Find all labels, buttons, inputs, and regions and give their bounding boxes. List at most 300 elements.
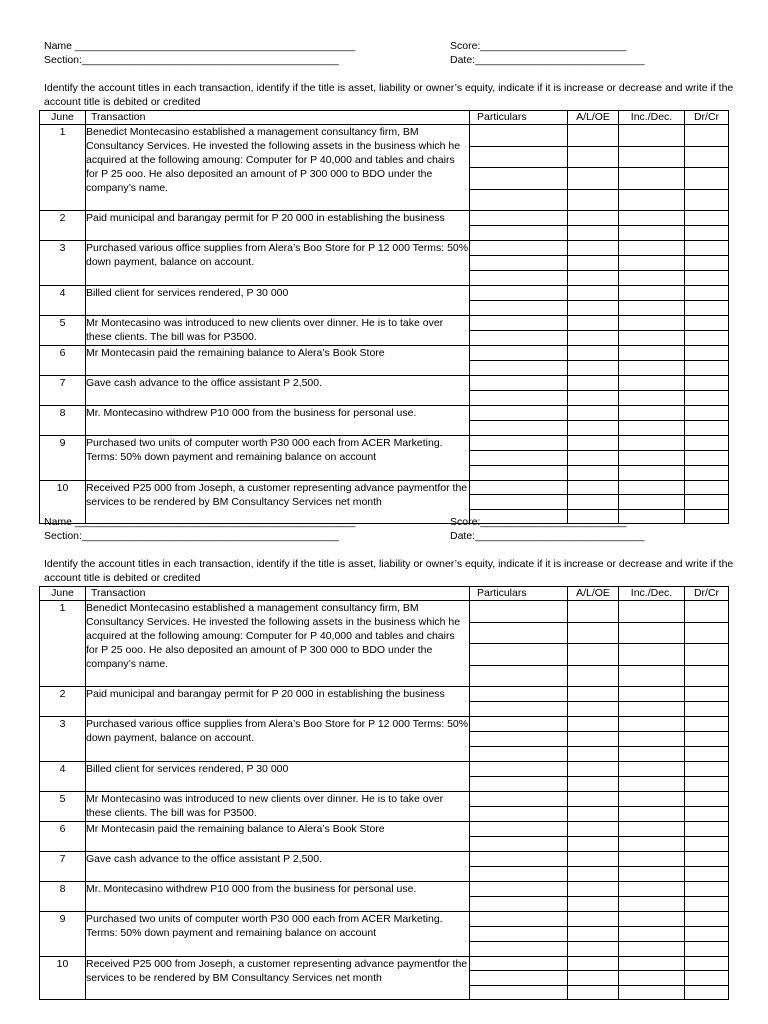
answer-cell-particulars	[470, 286, 568, 316]
answer-cell-drcr	[685, 346, 729, 376]
answer-blank[interactable]	[619, 927, 684, 942]
answer-blank[interactable]	[685, 702, 728, 716]
row-transaction-text: Mr. Montecasino withdrew P10 000 from the business for personal use.	[86, 882, 470, 912]
date-field[interactable]: Date:_____________________________	[450, 530, 645, 542]
answer-cell-incdec	[619, 957, 685, 1000]
answer-blank[interactable]	[685, 241, 728, 256]
row-day: 6	[40, 346, 86, 376]
answer-blank[interactable]	[470, 986, 567, 999]
answer-blank[interactable]	[568, 286, 618, 301]
answer-blank[interactable]	[568, 666, 618, 687]
answer-blank[interactable]	[619, 852, 684, 867]
col-header-transaction: Transaction	[86, 111, 470, 125]
answer-blank[interactable]	[685, 391, 728, 405]
answer-blank[interactable]	[470, 331, 567, 345]
answer-blank[interactable]	[619, 331, 684, 345]
answer-blank[interactable]	[568, 912, 618, 927]
answer-blank[interactable]	[568, 451, 618, 466]
answer-cell-particulars	[470, 125, 568, 211]
answer-blank[interactable]	[685, 125, 728, 147]
answer-blank[interactable]	[568, 942, 618, 956]
answer-blank[interactable]	[470, 286, 567, 301]
answer-blank[interactable]	[619, 882, 684, 897]
answer-blank[interactable]	[470, 666, 567, 687]
answer-blank[interactable]	[470, 301, 567, 315]
answer-cell-drcr	[685, 125, 729, 211]
answer-blank[interactable]	[619, 971, 684, 985]
answer-blank[interactable]	[470, 762, 567, 777]
answer-blank[interactable]	[685, 717, 728, 732]
answer-blank[interactable]	[568, 331, 618, 345]
answer-blank[interactable]	[619, 256, 684, 271]
answer-blank[interactable]	[568, 717, 618, 732]
row-transaction-text: Billed client for services rendered, P 30 000	[86, 286, 470, 316]
answer-blank[interactable]	[619, 717, 684, 732]
answer-blank[interactable]	[619, 241, 684, 256]
answer-blank[interactable]	[470, 601, 567, 623]
answer-blank[interactable]	[619, 168, 684, 190]
answer-blank[interactable]	[568, 957, 618, 971]
answer-cell-alo	[568, 241, 619, 286]
answer-blank[interactable]	[568, 190, 618, 211]
answer-blank[interactable]	[685, 837, 728, 851]
answer-blank[interactable]	[685, 316, 728, 331]
answer-blank[interactable]	[685, 601, 728, 623]
answer-blank[interactable]	[685, 666, 728, 687]
answer-blank[interactable]	[619, 777, 684, 791]
answer-blank[interactable]	[568, 226, 618, 240]
answer-blank[interactable]	[470, 436, 567, 451]
answer-cell-alo	[568, 762, 619, 792]
answer-blank[interactable]	[619, 644, 684, 666]
answer-blank[interactable]	[568, 168, 618, 190]
answer-blank[interactable]	[685, 623, 728, 645]
answer-blank[interactable]	[470, 912, 567, 927]
table-row	[40, 852, 729, 882]
answer-blank[interactable]	[568, 837, 618, 851]
answer-cell-incdec	[619, 687, 685, 717]
answer-blank[interactable]	[619, 867, 684, 881]
answer-blank[interactable]	[685, 271, 728, 285]
answer-blank[interactable]	[470, 361, 567, 375]
answer-blank[interactable]	[685, 852, 728, 867]
table-row	[40, 912, 729, 957]
answer-blank[interactable]	[470, 391, 567, 405]
row-day: 8	[40, 406, 86, 436]
row-day: 1	[40, 125, 86, 211]
answer-blank[interactable]	[685, 986, 728, 999]
answer-blank[interactable]	[568, 211, 618, 226]
answer-blank[interactable]	[619, 271, 684, 285]
answer-blank[interactable]	[685, 510, 728, 523]
answer-cell-alo	[568, 316, 619, 346]
answer-blank[interactable]	[470, 451, 567, 466]
row-transaction-text: Purchased various office supplies from Alera’s Boo Store for P 12 000 Terms: 50% down payment, balance on account.	[86, 717, 470, 762]
row-day: 6	[40, 822, 86, 852]
answer-blank[interactable]	[568, 623, 618, 645]
answer-blank[interactable]	[470, 211, 567, 226]
answer-blank[interactable]	[470, 837, 567, 851]
answer-cell-alo	[568, 436, 619, 481]
answer-blank[interactable]	[470, 852, 567, 867]
row-transaction-text: Paid municipal and barangay permit for P 20 000 in establishing the business	[86, 687, 470, 717]
answer-cell-drcr	[685, 882, 729, 912]
table-row	[40, 286, 729, 316]
answer-blank[interactable]	[470, 942, 567, 956]
answer-blank[interactable]	[568, 391, 618, 405]
answer-blank[interactable]	[619, 316, 684, 331]
answer-blank[interactable]	[568, 807, 618, 821]
answer-blank[interactable]	[619, 687, 684, 702]
answer-blank[interactable]	[568, 361, 618, 375]
answer-blank[interactable]	[619, 346, 684, 361]
answer-cell-drcr	[685, 687, 729, 717]
answer-blank[interactable]	[568, 147, 618, 169]
answer-cell-incdec	[619, 406, 685, 436]
name-field[interactable]: Name ________________________________________________	[44, 40, 356, 52]
answer-blank[interactable]	[619, 211, 684, 226]
answer-blank[interactable]	[470, 702, 567, 716]
table-row	[40, 436, 729, 481]
answer-blank[interactable]	[619, 481, 684, 495]
answer-blank[interactable]	[685, 777, 728, 791]
table-row	[40, 792, 729, 822]
answer-blank[interactable]	[568, 376, 618, 391]
answer-blank[interactable]	[568, 747, 618, 761]
answer-blank[interactable]	[470, 421, 567, 435]
answer-blank[interactable]	[619, 451, 684, 466]
answer-blank[interactable]	[619, 421, 684, 435]
answer-blank[interactable]	[568, 436, 618, 451]
section-field[interactable]: Section:____________________________________________	[44, 530, 339, 542]
answer-blank[interactable]	[568, 316, 618, 331]
answer-blank[interactable]	[470, 792, 567, 807]
answer-blank[interactable]	[470, 747, 567, 761]
answer-blank[interactable]	[470, 316, 567, 331]
answer-blank[interactable]	[619, 301, 684, 315]
answer-cell-incdec	[619, 792, 685, 822]
answer-blank[interactable]	[470, 717, 567, 732]
answer-blank[interactable]	[470, 882, 567, 897]
answer-cell-drcr	[685, 376, 729, 406]
answer-blank[interactable]	[568, 271, 618, 285]
answer-blank[interactable]	[685, 211, 728, 226]
answer-blank[interactable]	[568, 421, 618, 435]
answer-blank[interactable]	[619, 807, 684, 821]
answer-blank[interactable]	[470, 623, 567, 645]
answer-blank[interactable]	[568, 897, 618, 911]
answer-blank[interactable]	[685, 190, 728, 211]
answer-blank[interactable]	[470, 957, 567, 971]
answer-blank[interactable]	[685, 301, 728, 315]
answer-cell-incdec	[619, 912, 685, 957]
answer-cell-particulars	[470, 957, 568, 1000]
row-transaction-text: Paid municipal and barangay permit for P 20 000 in establishing the business	[86, 211, 470, 241]
table-row	[40, 601, 729, 687]
table-row	[40, 241, 729, 286]
answer-blank[interactable]	[619, 436, 684, 451]
answer-blank[interactable]	[568, 852, 618, 867]
answer-blank[interactable]	[568, 495, 618, 509]
answer-blank[interactable]	[685, 495, 728, 509]
answer-cell-alo	[568, 346, 619, 376]
answer-blank[interactable]	[470, 732, 567, 747]
row-day: 4	[40, 286, 86, 316]
answer-blank[interactable]	[619, 391, 684, 405]
answer-blank[interactable]	[619, 986, 684, 999]
date-field[interactable]: Date:_____________________________	[450, 54, 645, 66]
answer-blank[interactable]	[568, 986, 618, 999]
answer-blank[interactable]	[619, 466, 684, 480]
answer-blank[interactable]	[568, 702, 618, 716]
row-transaction-text: Gave cash advance to the office assistant P 2,500.	[86, 852, 470, 882]
answer-cell-alo	[568, 376, 619, 406]
answer-blank[interactable]	[685, 168, 728, 190]
answer-blank[interactable]	[685, 762, 728, 777]
answer-blank[interactable]	[619, 190, 684, 211]
answer-blank[interactable]	[619, 601, 684, 623]
instructions: Identify the account titles in each transaction, identify if the title is asset, liability or owner’s equity, indicate if it is increase or decrease and write if the account title is debited or credited	[44, 558, 734, 584]
answer-blank[interactable]	[619, 376, 684, 391]
answer-blank[interactable]	[619, 942, 684, 956]
answer-blank[interactable]	[470, 256, 567, 271]
answer-blank[interactable]	[470, 644, 567, 666]
answer-blank[interactable]	[619, 837, 684, 851]
table-row	[40, 376, 729, 406]
answer-blank[interactable]	[568, 466, 618, 480]
name-field[interactable]: Name ________________________________________________	[44, 516, 356, 528]
row-day: 9	[40, 912, 86, 957]
row-day: 10	[40, 481, 86, 524]
answer-blank[interactable]	[470, 226, 567, 240]
answer-blank[interactable]	[685, 927, 728, 942]
answer-blank[interactable]	[470, 466, 567, 480]
answer-blank[interactable]	[619, 666, 684, 687]
answer-blank[interactable]	[685, 226, 728, 240]
answer-cell-drcr	[685, 481, 729, 524]
table-row	[40, 717, 729, 762]
answer-blank[interactable]	[470, 971, 567, 985]
table-row	[40, 687, 729, 717]
answer-blank[interactable]	[568, 867, 618, 881]
answer-cell-alo	[568, 792, 619, 822]
col-header-june: June	[40, 587, 86, 601]
answer-blank[interactable]	[470, 190, 567, 211]
row-day: 3	[40, 241, 86, 286]
answer-blank[interactable]	[685, 747, 728, 761]
table-row	[40, 882, 729, 912]
score-field[interactable]: Score:_________________________	[450, 516, 627, 528]
answer-blank[interactable]	[568, 601, 618, 623]
answer-blank[interactable]	[685, 687, 728, 702]
answer-cell-particulars	[470, 241, 568, 286]
row-day: 2	[40, 211, 86, 241]
answer-blank[interactable]	[470, 241, 567, 256]
answer-blank[interactable]	[470, 867, 567, 881]
answer-blank[interactable]	[470, 777, 567, 791]
answer-blank[interactable]	[568, 927, 618, 942]
answer-cell-particulars	[470, 601, 568, 687]
answer-blank[interactable]	[470, 406, 567, 421]
answer-blank[interactable]	[619, 623, 684, 645]
row-transaction-text: Purchased various office supplies from Alera’s Boo Store for P 12 000 Terms: 50% down payment, balance on account.	[86, 241, 470, 286]
answer-blank[interactable]	[568, 346, 618, 361]
answer-blank[interactable]	[568, 241, 618, 256]
answer-cell-drcr	[685, 762, 729, 792]
answer-blank[interactable]	[568, 301, 618, 315]
answer-cell-particulars	[470, 346, 568, 376]
answer-cell-incdec	[619, 316, 685, 346]
answer-blank[interactable]	[685, 466, 728, 480]
answer-blank[interactable]	[685, 882, 728, 897]
answer-blank[interactable]	[568, 762, 618, 777]
answer-blank[interactable]	[470, 376, 567, 391]
answer-blank[interactable]	[470, 927, 567, 942]
row-transaction-text: Purchased two units of computer worth P30 000 each from ACER Marketing. Terms: 50% down payment and remaining balance on account	[86, 912, 470, 957]
answer-blank[interactable]	[568, 256, 618, 271]
answer-blank[interactable]	[685, 331, 728, 345]
row-transaction-text: Gave cash advance to the office assistant P 2,500.	[86, 376, 470, 406]
col-header-alo: A/L/OE	[568, 111, 619, 125]
answer-blank[interactable]	[470, 897, 567, 911]
answer-blank[interactable]	[470, 495, 567, 509]
answer-blank[interactable]	[470, 147, 567, 169]
answer-cell-particulars	[470, 406, 568, 436]
answer-blank[interactable]	[685, 451, 728, 466]
answer-blank[interactable]	[685, 822, 728, 837]
answer-blank[interactable]	[619, 897, 684, 911]
answer-blank[interactable]	[685, 897, 728, 911]
answer-blank[interactable]	[619, 702, 684, 716]
answer-blank[interactable]	[685, 912, 728, 927]
answer-cell-alo	[568, 822, 619, 852]
answer-blank[interactable]	[568, 481, 618, 495]
answer-cell-incdec	[619, 211, 685, 241]
answer-blank[interactable]	[470, 125, 567, 147]
answer-blank[interactable]	[619, 125, 684, 147]
answer-blank[interactable]	[685, 957, 728, 971]
answer-cell-alo	[568, 286, 619, 316]
answer-blank[interactable]	[685, 376, 728, 391]
answer-blank[interactable]	[470, 807, 567, 821]
answer-blank[interactable]	[470, 271, 567, 285]
answer-blank[interactable]	[568, 822, 618, 837]
answer-blank[interactable]	[568, 882, 618, 897]
answer-blank[interactable]	[470, 168, 567, 190]
answer-blank[interactable]	[470, 346, 567, 361]
answer-blank[interactable]	[568, 732, 618, 747]
row-transaction-text: Received P25 000 from Joseph, a customer representing advance paymentfor the services to be rendered by BM Consultancy Services net month	[86, 481, 470, 524]
answer-blank[interactable]	[685, 346, 728, 361]
answer-blank[interactable]	[619, 792, 684, 807]
answer-blank[interactable]	[619, 732, 684, 747]
table-row	[40, 822, 729, 852]
answer-blank[interactable]	[685, 421, 728, 435]
answer-cell-incdec	[619, 286, 685, 316]
col-header-transaction: Transaction	[86, 587, 470, 601]
answer-blank[interactable]	[568, 777, 618, 791]
row-day: 7	[40, 376, 86, 406]
row-day: 5	[40, 792, 86, 822]
score-field[interactable]: Score:_________________________	[450, 40, 627, 52]
table-row	[40, 125, 729, 211]
table-row	[40, 211, 729, 241]
answer-blank[interactable]	[619, 147, 684, 169]
answer-blank[interactable]	[568, 971, 618, 985]
section-field[interactable]: Section:____________________________________________	[44, 54, 339, 66]
col-header-drcr: Dr/Cr	[685, 587, 729, 601]
answer-cell-particulars	[470, 852, 568, 882]
row-day: 4	[40, 762, 86, 792]
answer-blank[interactable]	[685, 942, 728, 956]
answer-blank[interactable]	[619, 495, 684, 509]
answer-blank[interactable]	[470, 481, 567, 495]
answer-blank[interactable]	[619, 510, 684, 523]
answer-blank[interactable]	[685, 436, 728, 451]
row-day: 10	[40, 957, 86, 1000]
answer-cell-drcr	[685, 792, 729, 822]
answer-cell-particulars	[470, 912, 568, 957]
instructions: Identify the account titles in each transaction, identify if the title is asset, liability or owner’s equity, indicate if it is increase or decrease and write if the account title is debited or credited	[44, 82, 734, 108]
answer-blank[interactable]	[568, 687, 618, 702]
answer-blank[interactable]	[619, 747, 684, 761]
answer-blank[interactable]	[685, 644, 728, 666]
col-header-particulars: Particulars	[470, 111, 568, 125]
answer-blank[interactable]	[685, 361, 728, 375]
answer-cell-drcr	[685, 316, 729, 346]
answer-cell-incdec	[619, 852, 685, 882]
answer-blank[interactable]	[619, 822, 684, 837]
answer-blank[interactable]	[619, 762, 684, 777]
answer-cell-incdec	[619, 822, 685, 852]
answer-blank[interactable]	[685, 406, 728, 421]
answer-blank[interactable]	[619, 361, 684, 375]
row-transaction-text: Mr. Montecasino withdrew P10 000 from the business for personal use.	[86, 406, 470, 436]
answer-blank[interactable]	[568, 125, 618, 147]
answer-blank[interactable]	[685, 807, 728, 821]
answer-blank[interactable]	[619, 226, 684, 240]
answer-blank[interactable]	[470, 822, 567, 837]
answer-blank[interactable]	[619, 912, 684, 927]
table-row	[40, 957, 729, 1000]
answer-cell-particulars	[470, 316, 568, 346]
answer-cell-particulars	[470, 717, 568, 762]
answer-cell-particulars	[470, 376, 568, 406]
answer-blank[interactable]	[685, 971, 728, 985]
answer-blank[interactable]	[685, 792, 728, 807]
answer-blank[interactable]	[619, 957, 684, 971]
answer-blank[interactable]	[568, 644, 618, 666]
answer-blank[interactable]	[470, 687, 567, 702]
answer-cell-alo	[568, 601, 619, 687]
answer-blank[interactable]	[685, 732, 728, 747]
row-day: 9	[40, 436, 86, 481]
answer-blank[interactable]	[685, 256, 728, 271]
answer-blank[interactable]	[619, 406, 684, 421]
answer-blank[interactable]	[685, 286, 728, 301]
answer-cell-drcr	[685, 436, 729, 481]
answer-blank[interactable]	[685, 147, 728, 169]
answer-cell-drcr	[685, 852, 729, 882]
answer-blank[interactable]	[685, 867, 728, 881]
answer-cell-alo	[568, 211, 619, 241]
answer-blank[interactable]	[685, 481, 728, 495]
answer-blank[interactable]	[568, 792, 618, 807]
answer-blank[interactable]	[619, 286, 684, 301]
row-transaction-text: Mr Montecasin paid the remaining balance to Alera’s Book Store	[86, 822, 470, 852]
col-header-incdec: Inc./Dec.	[619, 111, 685, 125]
answer-blank[interactable]	[568, 406, 618, 421]
